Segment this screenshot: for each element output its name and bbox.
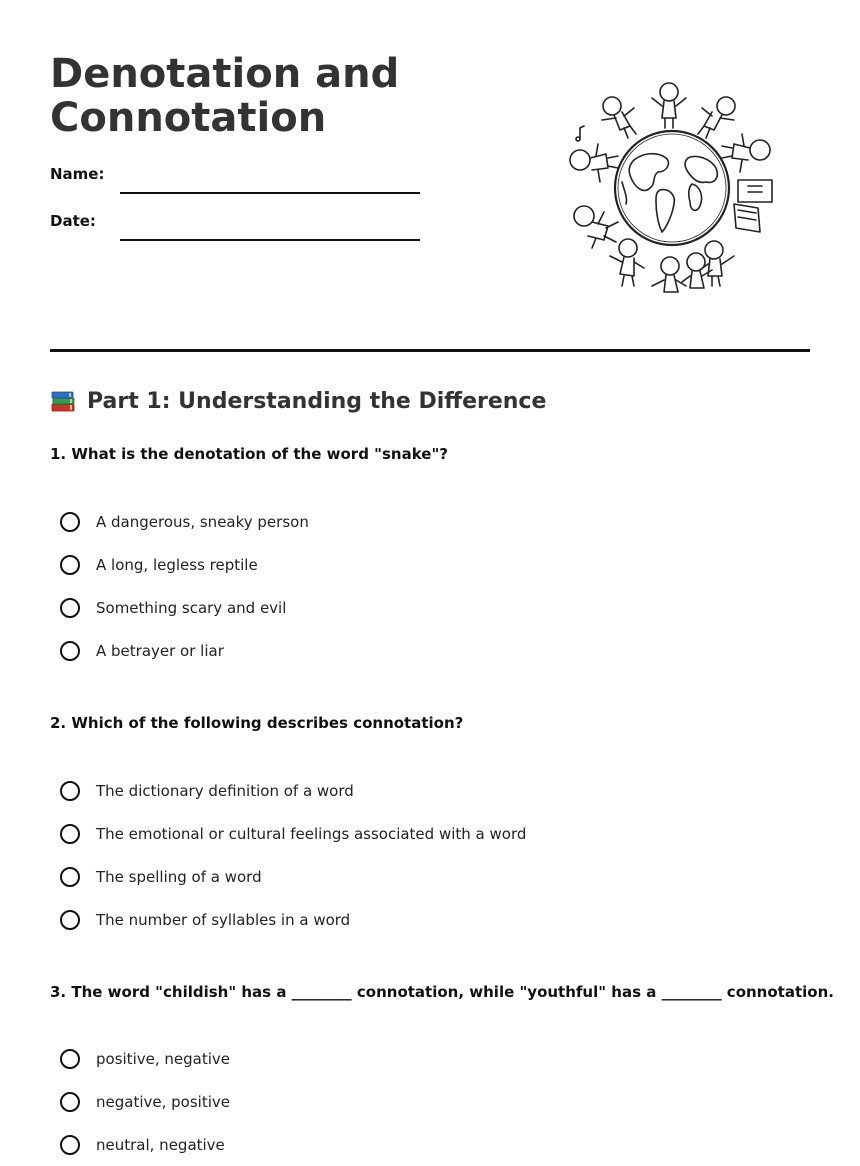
option-label: A betrayer or liar [96,641,224,660]
name-line[interactable] [120,192,420,194]
question-1-options [60,500,309,672]
radio-button[interactable] [60,910,80,930]
option-label: positive, negative [96,1049,230,1068]
option-label: neutral, negative [96,1135,225,1154]
date-field[interactable] [50,212,420,242]
question-3-option-a[interactable] [60,1037,230,1080]
date-line[interactable] [120,239,420,241]
question-2-option-a[interactable] [60,769,526,812]
books-icon [50,388,76,414]
radio-button[interactable] [60,1049,80,1069]
question-3-text: 3. The word "childish" has a ________ connotation, while "youthful" has a ________ connotation. [50,983,834,1001]
question-2-option-b[interactable] [60,812,526,855]
option-label: The emotional or cultural feelings associated with a word [96,824,527,843]
section-heading-text: Part 1: Understanding the Difference [87,388,547,414]
question-3-option-c[interactable] [60,1123,230,1166]
option-label: Something scary and evil [96,598,287,617]
radio-button[interactable] [60,781,80,801]
option-label: The spelling of a word [96,867,262,886]
name-label: Name: [50,165,105,183]
option-label: The number of syllables in a word [96,910,351,929]
radio-button[interactable] [60,824,80,844]
radio-button[interactable] [60,555,80,575]
option-label: A dangerous, sneaky person [96,512,309,531]
children-around-globe-illustration [562,72,782,302]
worksheet-title: Denotation and Connotation [50,51,400,141]
question-2-text: 2. Which of the following describes connotation? [50,714,464,732]
section-divider [50,349,810,352]
question-1-option-a[interactable] [60,500,309,543]
name-field[interactable] [50,165,420,195]
radio-button[interactable] [60,1135,80,1155]
question-1-text: 1. What is the denotation of the word "snake"? [50,445,448,463]
radio-button[interactable] [60,641,80,661]
radio-button[interactable] [60,1092,80,1112]
radio-button[interactable] [60,598,80,618]
radio-button[interactable] [60,867,80,887]
option-label: The dictionary definition of a word [96,781,354,800]
option-label: negative, positive [96,1092,230,1111]
date-label: Date: [50,212,96,230]
question-2-option-c[interactable] [60,855,526,898]
question-3-option-b[interactable] [60,1080,230,1123]
question-1-option-d[interactable] [60,629,309,672]
option-label: A long, legless reptile [96,555,258,574]
question-2-options [60,769,526,941]
question-3-options [60,1037,230,1166]
question-2-option-d[interactable] [60,898,526,941]
radio-button[interactable] [60,512,80,532]
question-1-option-b[interactable] [60,543,309,586]
section-heading-part1 [50,388,546,414]
question-1-option-c[interactable] [60,586,309,629]
